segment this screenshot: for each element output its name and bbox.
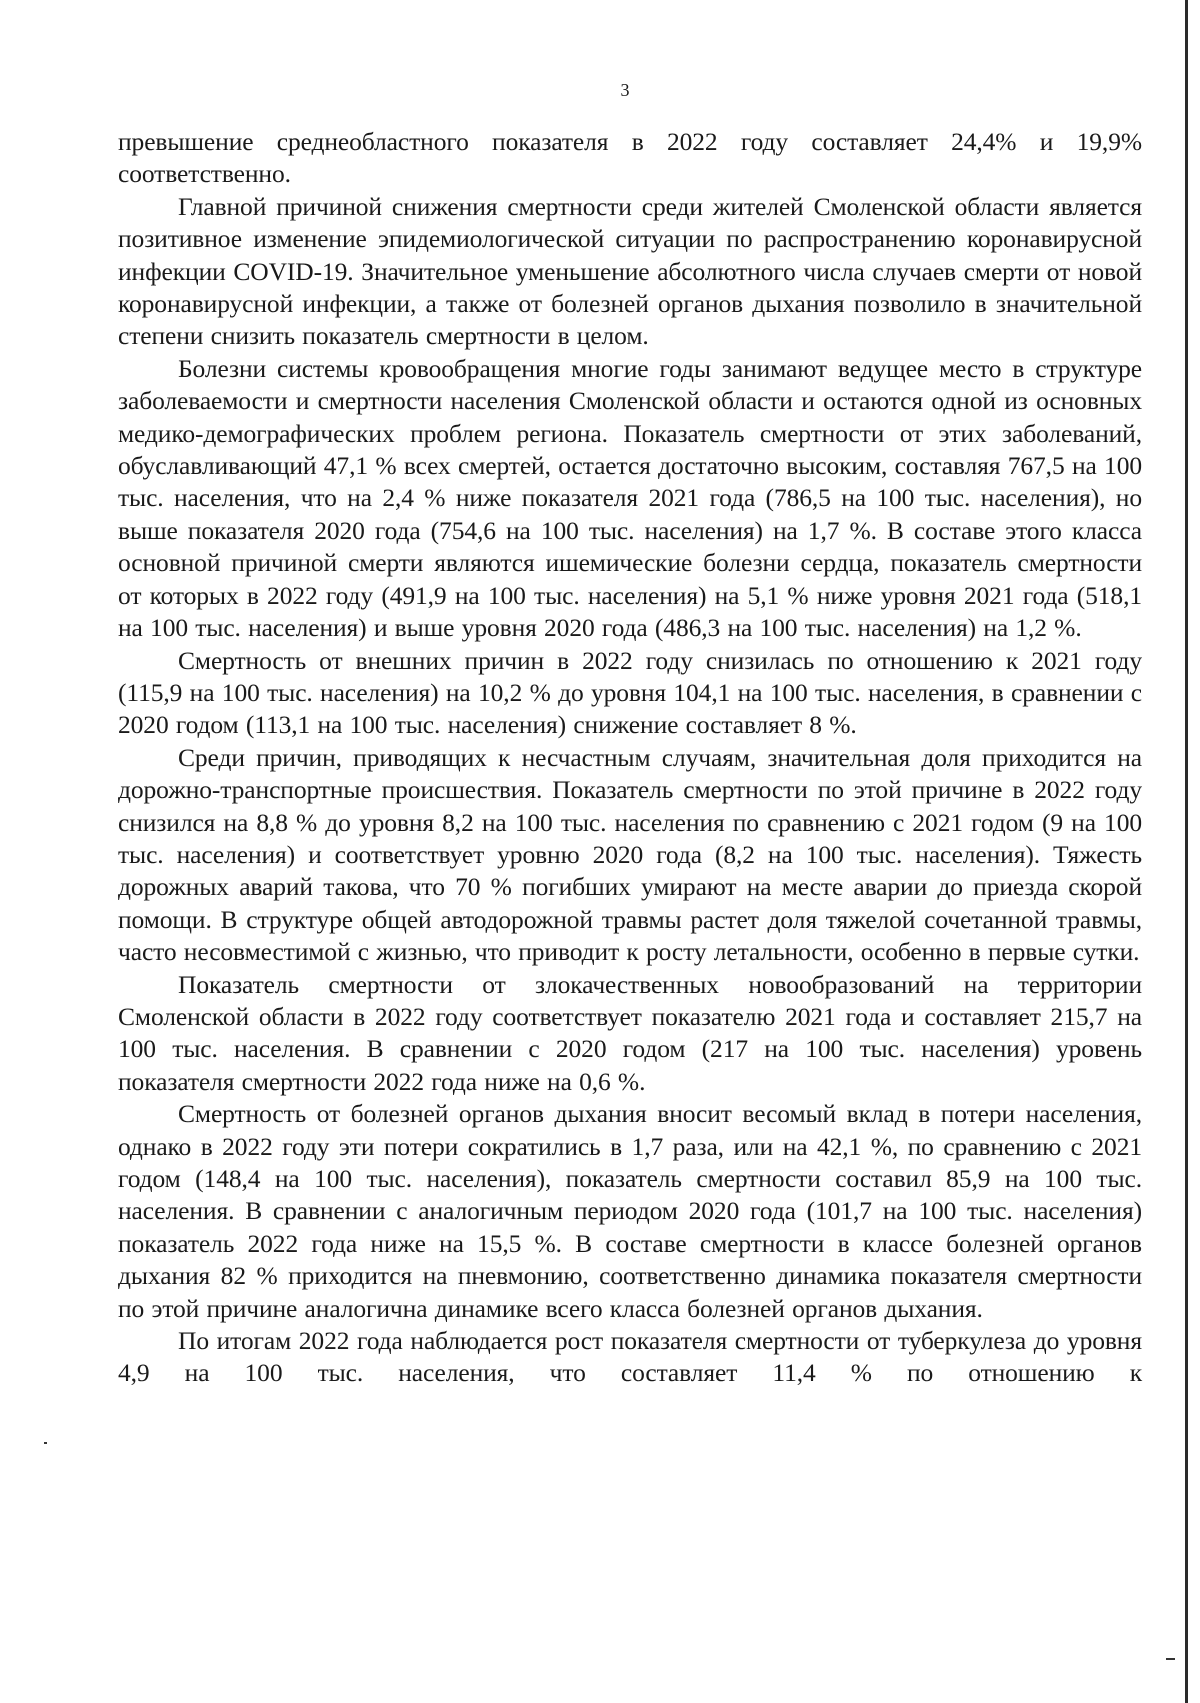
scan-artifact — [1166, 1658, 1175, 1660]
paragraph: Показатель смертности от злокачественных новообразований на территории Смоленской области в 2022 году соответствует показателю 2021 года и составляет 215,7 на 100 тыс. населения. В сравнении с 2020 годом (217 на 100 тыс. населения) уровень показателя смертности 2022 года ниже на 0,6 %. — [118, 969, 1142, 1096]
scan-edge-line — [1185, 0, 1188, 1703]
page-number: 3 — [620, 80, 630, 100]
scan-artifact — [44, 1442, 47, 1444]
paragraph: Смертность от внешних причин в 2022 году снизилась по отношению к 2021 году (115,9 на 100 тыс. населения) на 10,2 % до уровня 104,1 на 100 тыс. населения, в сравнении с 2020 годом (113,1 на 100 тыс. населения) снижение составляет 8 %. — [118, 645, 1142, 740]
paragraph: По итогам 2022 года наблюдается рост показателя смертности от туберкулеза до уровня 4,9 на 100 тыс. населения, что составляет 11,4 % по отношению к — [118, 1326, 1142, 1388]
paragraph: превышение среднеобластного показателя в 2022 году составляет 24,4% и 19,9% соответственно. — [118, 127, 1142, 189]
paragraph: Смертность от болезней органов дыхания вносит весомый вклад в потери населения, однако в 2022 году эти потери сократились в 1,7 раза, или на 42,1 %, по сравнению с 2021 годом (148,4 на 100 тыс. населения), показатель смертности составил 85,9 на 100 тыс. населения. В сравнении с аналогичным периодом 2020 года (101,7 на 100 тыс. населения) показатель 2022 года ниже на 15,5 %. В составе смертности в классе болезней органов дыхания 82 % приходится на пневмонию, соответственно динамика показателя смертности по этой причине аналогична динамике всего класса болезней органов дыхания. — [118, 1099, 1142, 1323]
paragraph: Болезни системы кровообращения многие годы занимают ведущее место в структуре заболеваемости и смертности населения Смоленской области и остаются одной из основных медико-демографических проблем региона. Показатель смертности от этих заболеваний, обуславливающий 47,1 % всех смертей, остается достаточно высоким, составляя 767,5 на 100 тыс. населения, что на 2,4 % ниже показателя 2021 года (786,5 на 100 тыс. населения), но выше показателя 2020 года (754,6 на 100 тыс. населения) на 1,7 %. В составе этого класса основной причиной смерти являются ишемические болезни сердца, показатель смертности от которых в 2022 году (491,9 на 100 тыс. населения) на 5,1 % ниже уровня 2021 года (518,1 на 100 тыс. населения) и выше уровня 2020 года (486,3 на 100 тыс. населения) на 1,2 %. — [118, 353, 1142, 643]
document-body — [118, 126, 1142, 1390]
paragraph: Среди причин, приводящих к несчастным случаям, значительная доля приходится на дорожно-транспортные происшествия. Показатель смертности по этой причине в 2022 году снизился на 8,8 % до уровня 8,2 на 100 тыс. населения по сравнению с 2021 годом (9 на 100 тыс. населения) и соответствует уровню 2020 года (8,2 на 100 тыс. населения). Тяжесть дорожных аварий такова, что 70 % погибших умирают на месте аварии до приезда скорой помощи. В структуре общей автодорожной травмы растет доля тяжелой сочетанной травмы, часто несовместимой с жизнью, что приводит к росту летальности, особенно в первые сутки. — [118, 742, 1142, 967]
paragraph: Главной причиной снижения смертности среди жителей Смоленской области является позитивное изменение эпидемиологической ситуации по распространению коронавирусной инфекции COVID-19. Значительное уменьшение абсолютного числа случаев смерти от новой коронавирусной инфекции, а также от болезней органов дыхания позволило в значительной степени снизить показатель смертности в целом. — [118, 191, 1142, 351]
